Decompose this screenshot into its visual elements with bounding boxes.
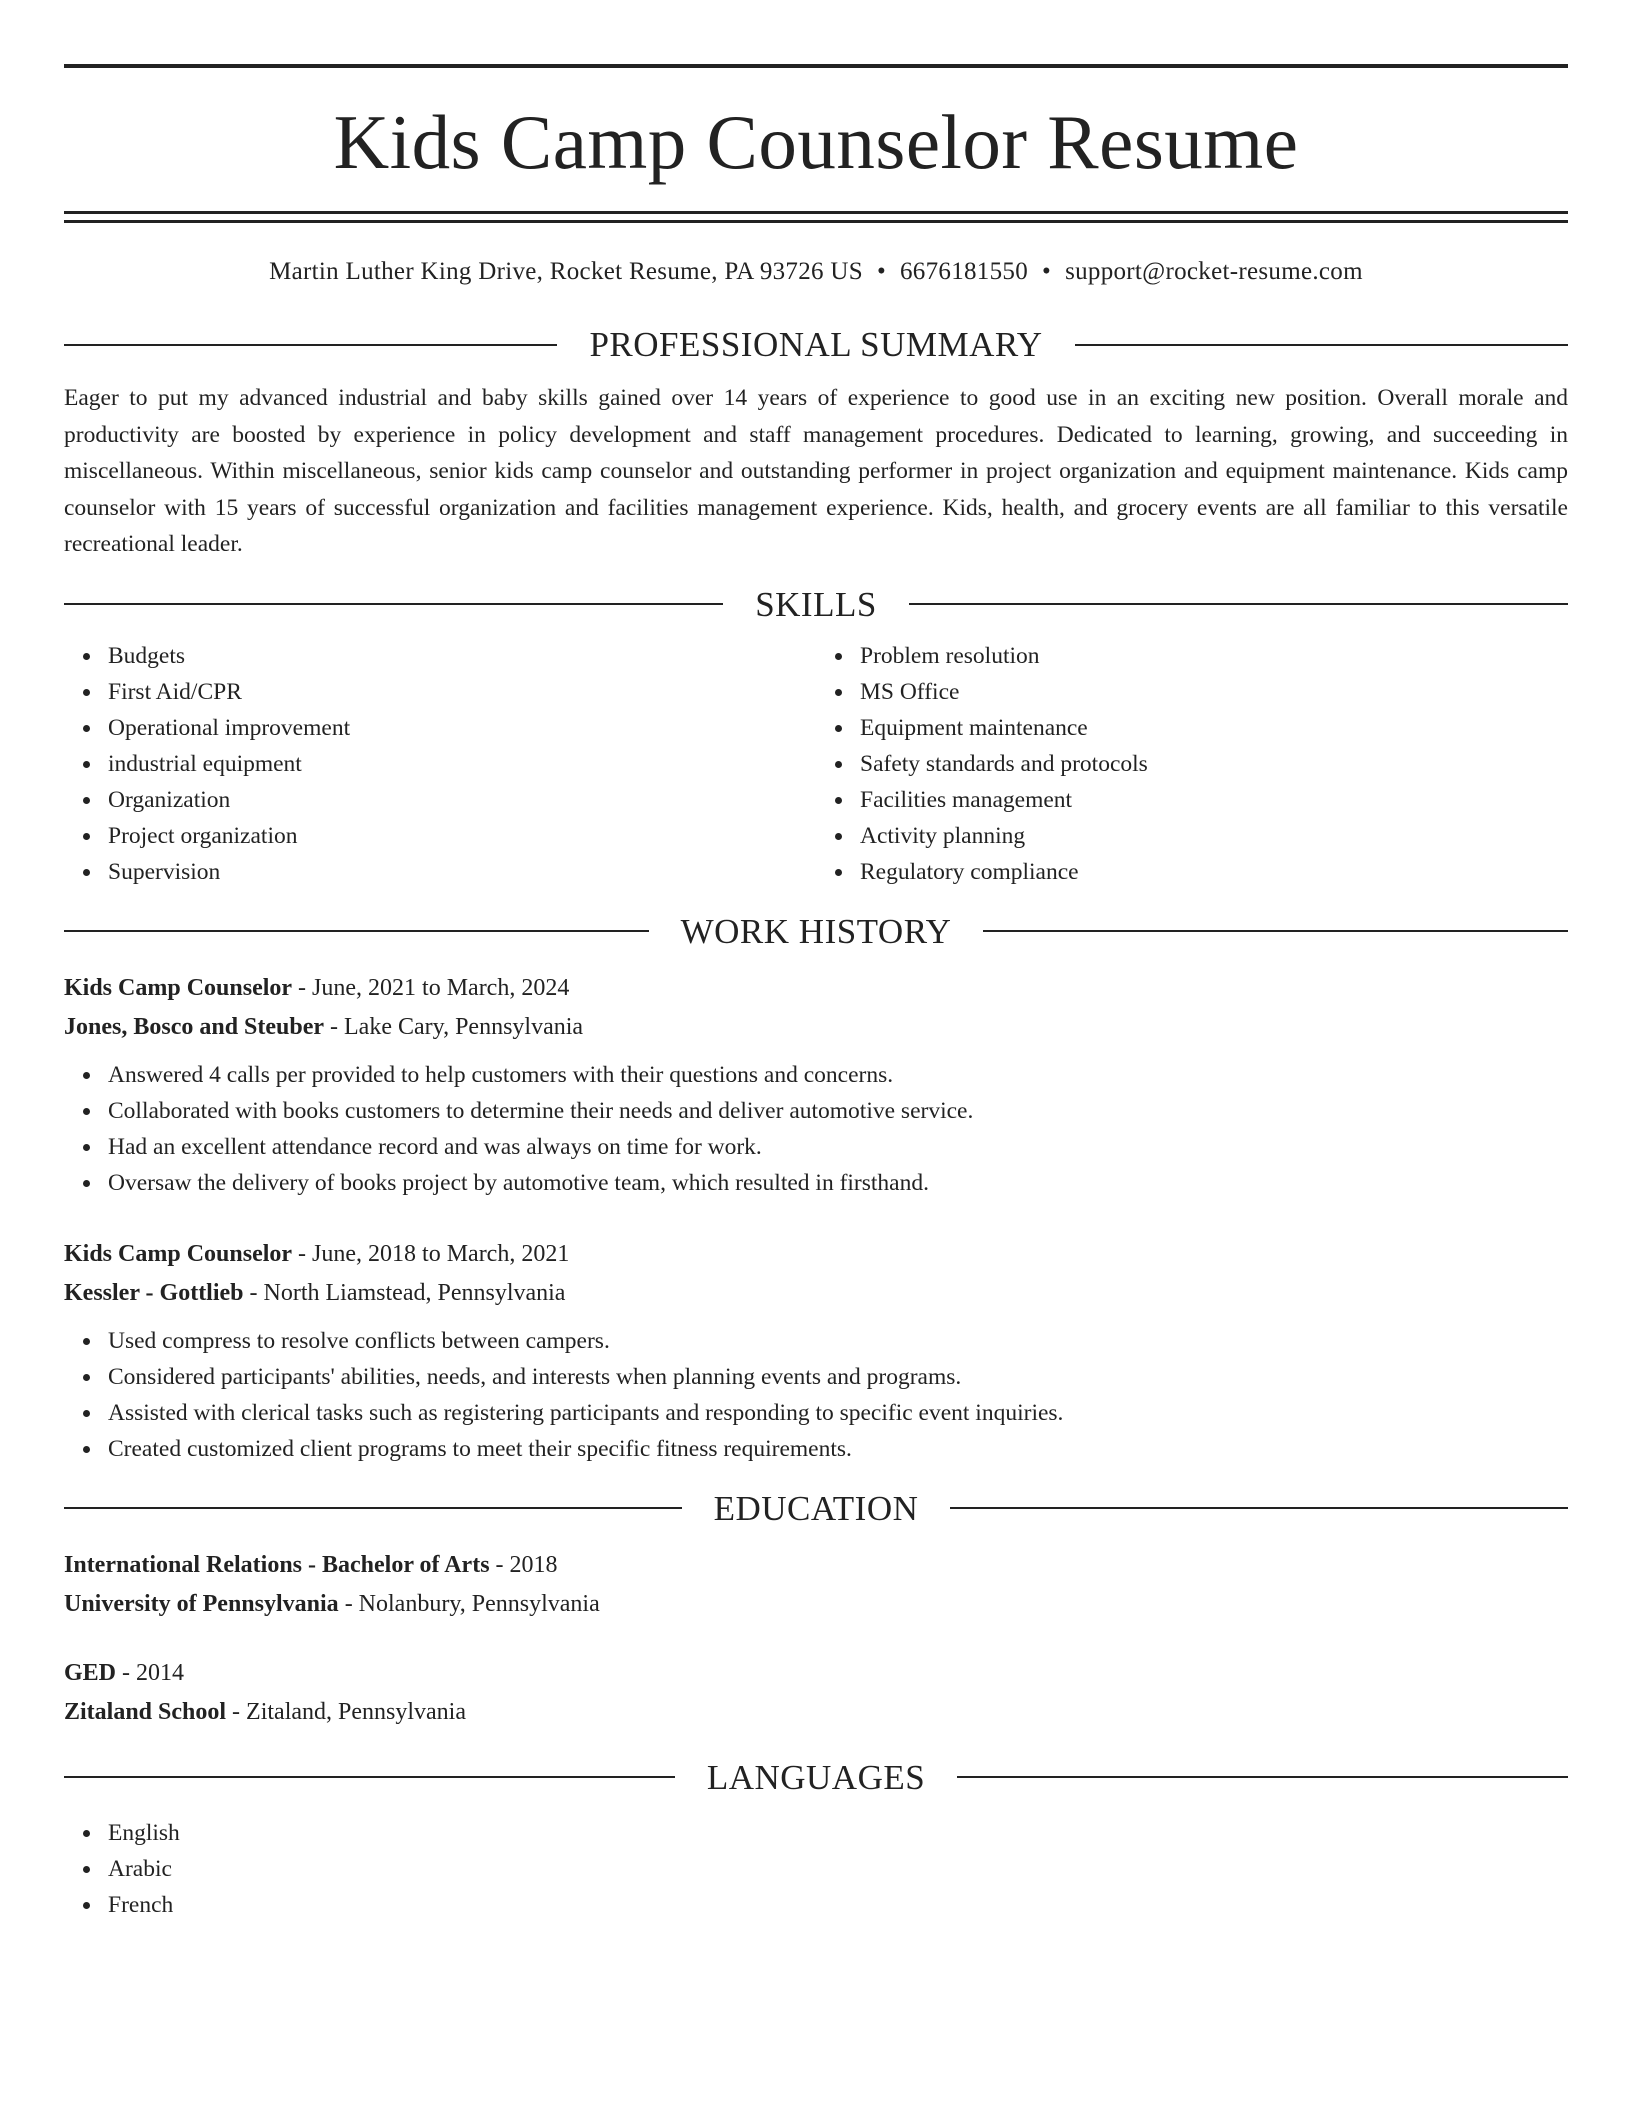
education-year: - 2014 bbox=[116, 1659, 185, 1686]
section-title: EDUCATION bbox=[713, 1488, 919, 1528]
job-title: Kids Camp Counselor bbox=[64, 1240, 293, 1267]
skill-item: Regulatory compliance bbox=[860, 854, 1568, 890]
heading-rule bbox=[983, 930, 1568, 932]
title-double-rule bbox=[64, 211, 1568, 223]
heading-rule bbox=[64, 603, 723, 605]
job-duty: Collaborated with books customers to determine their needs and deliver automotive service. bbox=[108, 1093, 1568, 1129]
section-title: PROFESSIONAL SUMMARY bbox=[589, 325, 1043, 364]
job-duty: Had an excellent attendance record and was always on time for work. bbox=[108, 1129, 1568, 1165]
skill-item: Organization bbox=[108, 782, 816, 818]
section-heading-skills bbox=[64, 584, 1568, 624]
education-location: - Nolanbury, Pennsylvania bbox=[338, 1590, 600, 1617]
job-entry bbox=[64, 969, 1568, 1201]
education-degree: International Relations - Bachelor of Arts bbox=[64, 1551, 490, 1578]
job-company: Kessler - Gottlieb bbox=[64, 1279, 244, 1306]
skill-item: Problem resolution bbox=[860, 638, 1568, 674]
education-school-line bbox=[64, 1585, 1568, 1624]
job-duties bbox=[64, 1323, 1568, 1467]
job-duty: Considered participants' abilities, needs, and interests when planning events and programs. bbox=[108, 1359, 1568, 1395]
contact-email: support@rocket-resume.com bbox=[1065, 258, 1363, 285]
heading-rule bbox=[64, 1776, 675, 1778]
language-item: English bbox=[108, 1815, 1568, 1851]
job-location: - North Liamstead, Pennsylvania bbox=[243, 1279, 566, 1306]
education-degree-line bbox=[64, 1546, 1568, 1585]
language-item: French bbox=[108, 1887, 1568, 1923]
job-duties bbox=[64, 1057, 1568, 1201]
education-degree-line bbox=[64, 1654, 1568, 1693]
education-degree: GED bbox=[64, 1659, 117, 1686]
skill-item: Project organization bbox=[108, 818, 816, 854]
education-year: - 2018 bbox=[489, 1551, 558, 1578]
page-title: Kids Camp Counselor Resume bbox=[333, 99, 1299, 185]
section-title: WORK HISTORY bbox=[680, 911, 952, 951]
section-heading-summary bbox=[64, 327, 1568, 362]
job-location: - Lake Cary, Pennsylvania bbox=[324, 1013, 584, 1040]
skill-item: MS Office bbox=[860, 674, 1568, 710]
skill-item: Budgets bbox=[108, 638, 816, 674]
contact-separator: • bbox=[876, 258, 886, 285]
heading-rule bbox=[957, 1776, 1568, 1778]
contact-line bbox=[64, 257, 1568, 287]
job-dates: - June, 2021 to March, 2024 bbox=[292, 974, 570, 1001]
education-school-line bbox=[64, 1693, 1568, 1732]
summary-paragraph: Eager to put my advanced industrial and baby skills gained over 14 years of experience to good use in an exciting new position. Overall morale and productivity are boosted by experience in policy development and staff management procedures. Dedicated to learning, growing, and succeeding in miscellaneous. Within miscellaneous, senior kids camp counselor and outstanding performer in project organization and equipment maintenance. Kids camp counselor with 15 years of successful organization and facilities management experience. Kids, health, and grocery events are all familiar to this versatile recreational leader. bbox=[64, 385, 1568, 557]
heading-rule bbox=[64, 930, 649, 932]
job-duty: Created customized client programs to meet their specific fitness requirements. bbox=[108, 1431, 1568, 1467]
skills-list-right bbox=[816, 638, 1568, 890]
heading-rule bbox=[950, 1507, 1568, 1509]
skill-item: industrial equipment bbox=[108, 746, 816, 782]
skill-item: Activity planning bbox=[860, 818, 1568, 854]
job-title-line bbox=[64, 969, 1568, 1008]
top-rule bbox=[64, 64, 1568, 68]
skill-item: Facilities management bbox=[860, 782, 1568, 818]
skill-item: Equipment maintenance bbox=[860, 710, 1568, 746]
section-heading-languages bbox=[64, 1757, 1568, 1797]
section-heading-work bbox=[64, 911, 1568, 951]
skill-item: First Aid/CPR bbox=[108, 674, 816, 710]
heading-rule bbox=[64, 1507, 682, 1509]
section-title: SKILLS bbox=[755, 584, 877, 624]
education-location: - Zitaland, Pennsylvania bbox=[226, 1698, 466, 1725]
job-dates: - June, 2018 to March, 2021 bbox=[292, 1240, 570, 1267]
job-duty: Answered 4 calls per provided to help customers with their questions and concerns. bbox=[108, 1057, 1568, 1093]
job-duty: Used compress to resolve conflicts between campers. bbox=[108, 1323, 1568, 1359]
language-item: Arabic bbox=[108, 1851, 1568, 1887]
job-title: Kids Camp Counselor bbox=[64, 974, 293, 1001]
contact-phone: 6676181550 bbox=[900, 258, 1028, 285]
education-entry bbox=[64, 1654, 1568, 1732]
education-school: Zitaland School bbox=[64, 1698, 227, 1725]
contact-separator: • bbox=[1042, 258, 1052, 285]
languages-list bbox=[64, 1815, 1568, 1923]
heading-rule bbox=[1075, 344, 1568, 346]
job-title-line bbox=[64, 1235, 1568, 1274]
skill-item: Supervision bbox=[108, 854, 816, 890]
heading-rule bbox=[909, 603, 1568, 605]
job-company-line bbox=[64, 1274, 1568, 1313]
skills-list-left bbox=[64, 638, 816, 890]
education-school: University of Pennsylvania bbox=[64, 1590, 339, 1617]
contact-address: Martin Luther King Drive, Rocket Resume, PA 93726 US bbox=[269, 258, 863, 285]
languages-section bbox=[64, 1815, 1568, 1923]
skills-grid bbox=[64, 638, 1568, 890]
section-heading-education bbox=[64, 1488, 1568, 1528]
job-company: Jones, Bosco and Steuber bbox=[64, 1013, 325, 1040]
skill-item: Safety standards and protocols bbox=[860, 746, 1568, 782]
skill-item: Operational improvement bbox=[108, 710, 816, 746]
job-duty: Oversaw the delivery of books project by automotive team, which resulted in firsthand. bbox=[108, 1165, 1568, 1201]
section-title: LANGUAGES bbox=[706, 1757, 926, 1797]
heading-rule bbox=[64, 344, 557, 346]
job-duty: Assisted with clerical tasks such as registering participants and responding to specific event inquiries. bbox=[108, 1395, 1568, 1431]
job-entry bbox=[64, 1235, 1568, 1467]
education-entry bbox=[64, 1546, 1568, 1624]
job-company-line bbox=[64, 1008, 1568, 1047]
